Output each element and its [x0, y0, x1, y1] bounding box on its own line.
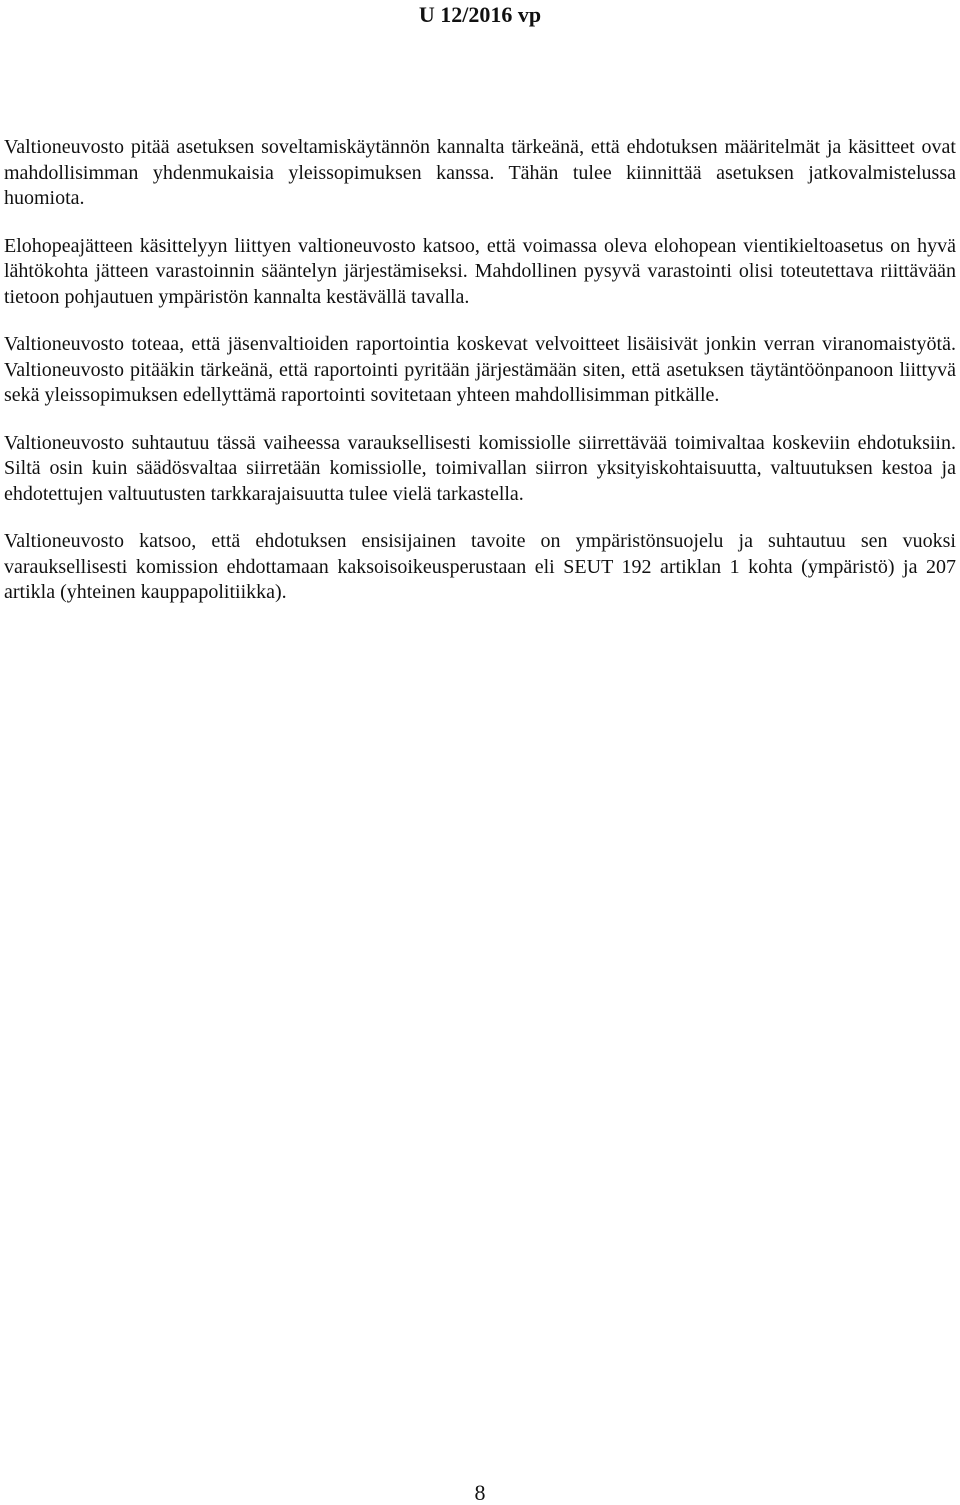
paragraph-definitions: Valtioneuvosto pitää asetuksen soveltamiskäytännön kannalta tärkeänä, että ehdotuksen määritelmät ja käsitteet ovat mahdollisimman yhdenmukaisia yleissopimuksen kanssa. Tähän tulee kiinnittää asetuksen jatkovalmistelussa huomiota. [4, 136, 956, 209]
paragraph-delegated-powers: Valtioneuvosto suhtautuu tässä vaiheessa varauksellisesti komissiolle siirrettävää toimivaltaa koskeviin ehdotuksiin. Siltä osin kuin säädösvaltaa siirretään komissiolle, toimivallan siirron yksityiskohtaisuutta, valtuutuksen kestoa ja ehdotettujen valtuutusten tarkkarajaisuutta tulee vielä tarkastella. [4, 431, 956, 505]
document-header: U 12/2016 vp [418, 2, 542, 27]
document-body [4, 135, 956, 628]
paragraph-reporting: Valtioneuvosto toteaa, että jäsenvaltioiden raportointia koskevat velvoitteet lisäisivät jonkin verran viranomaistyötä. Valtioneuvosto pitääkin tärkeänä, että raportointi pyritään järjestämään siten, että asetuksen täytäntöönpanoon liittyvä sekä yleissopimuksen edellyttämä raportointi sovitetaan yhteen mahdollisimman pitkälle. [4, 333, 956, 406]
paragraph-legal-basis: Valtioneuvosto katsoo, että ehdotuksen ensisijainen tavoite on ympäristönsuojelu ja suhtautuu sen vuoksi varauksellisesti komission ehdottamaan kaksoisoikeusperustaan eli SEUT 192 artiklan 1 kohta (ympäristö) ja 207 artikla (yhteinen kauppapolitiikka). [4, 530, 956, 603]
page-number: 8 [474, 1480, 486, 1505]
paragraph-mercury-waste: Elohopeajätteen käsittelyyn liittyen valtioneuvosto katsoo, että voimassa oleva elohopean vientikieltoasetus on hyvä lähtökohta jätteen varastoinnin sääntelyn järjestämiseksi. Mahdollinen pysyvä varastointi olisi toteutettava riittävään tietoon pohjautuen ympäristön kannalta kestävällä tavalla. [4, 234, 956, 308]
